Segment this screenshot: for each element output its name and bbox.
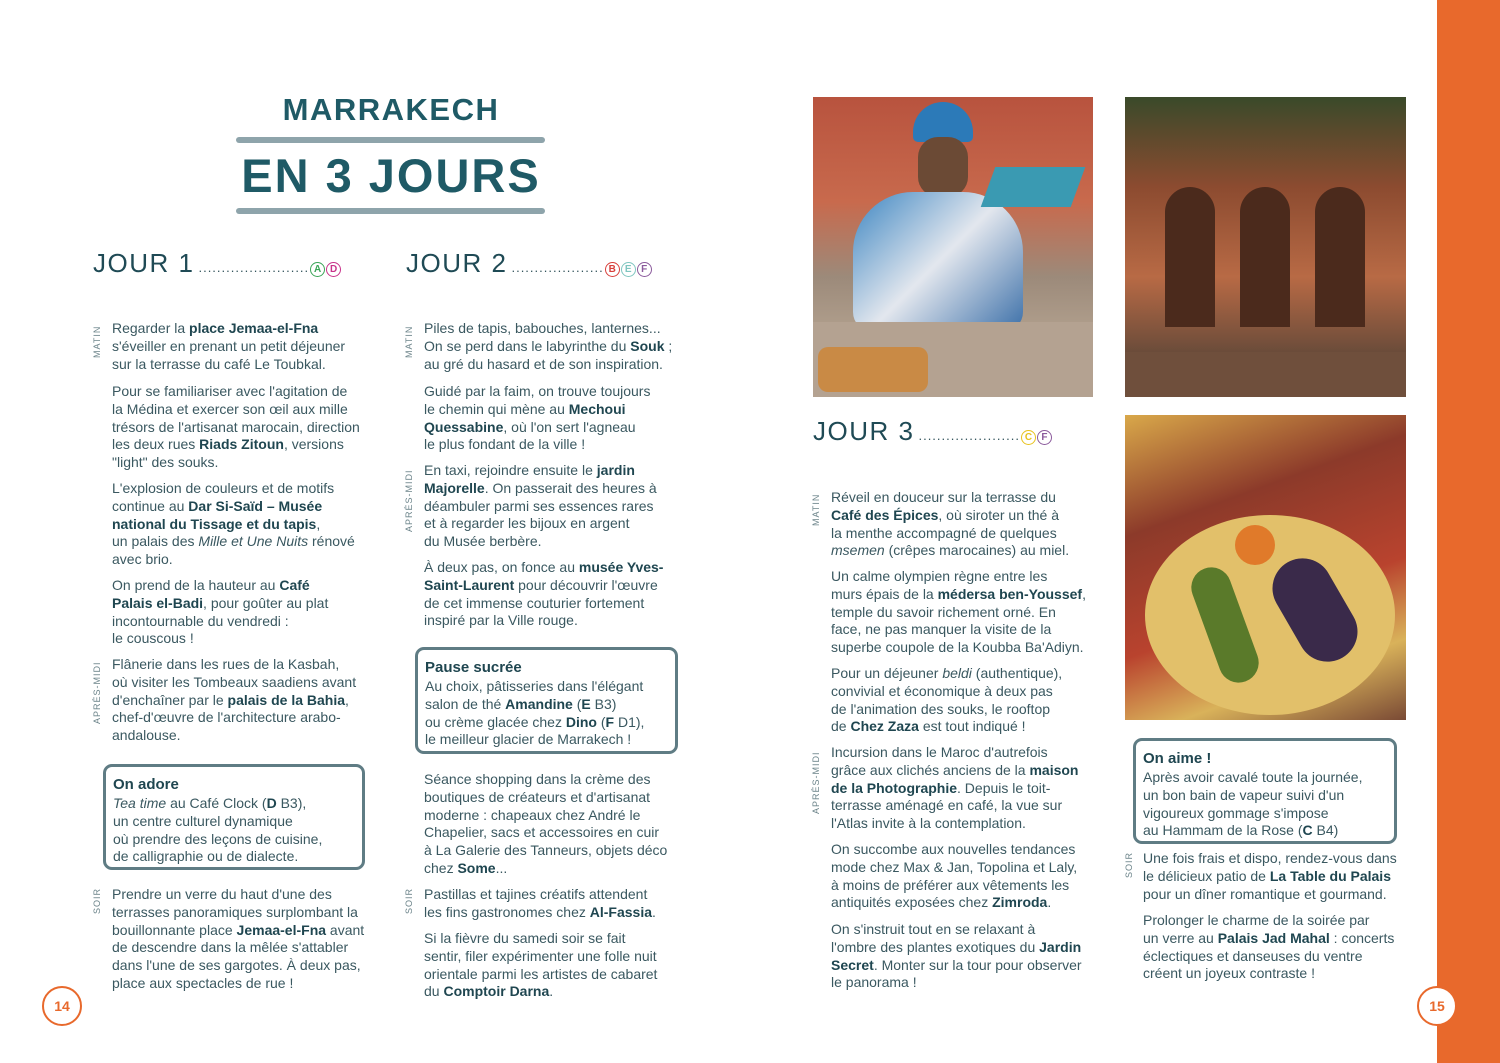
text-run: B3) ou crème glacée chez (425, 695, 617, 730)
map-marker-c-icon: C (1021, 430, 1036, 445)
paragraph (112, 886, 364, 993)
title-rule-bottom (236, 208, 545, 214)
place-name: Zimroda (992, 894, 1048, 911)
paragraph (831, 568, 1086, 657)
paragraph (831, 921, 1082, 992)
paragraph (112, 577, 328, 648)
text-run: (authentique), convivial et économique à deux pas de l'animation des souks, le rooftop de (831, 665, 1063, 735)
day-title: JOUR 3 (813, 416, 915, 446)
place-name: maison de la Photographie (831, 761, 1079, 796)
map-marker-a-icon: A (310, 262, 325, 277)
text-run: Incursion dans le Maroc d'autrefois grâce aux clichés anciens de la (831, 744, 1048, 778)
tip-box-heading: On adore (113, 776, 179, 793)
paragraph (112, 656, 356, 745)
text-run: Prolonger le charme de la soirée par un verre au (1143, 912, 1370, 946)
label-matin: MATIN (92, 325, 102, 358)
label-matin: MATIN (404, 325, 414, 358)
text-run: ; au gré du hasard et de son inspiration. (424, 337, 673, 372)
place-name: E (581, 695, 591, 712)
label-apres-midi: APRÈS-MIDI (811, 751, 821, 814)
place-name: médersa ben-Youssef (937, 585, 1083, 602)
text-run: L'explosion de couleurs et de motifs continue au (112, 480, 335, 514)
place-name: C (1302, 822, 1313, 839)
text-run: À deux pas, on fonce au (424, 559, 579, 575)
place-name: Chez Zaza (850, 718, 919, 735)
photo-riad-courtyard (1125, 97, 1406, 397)
photo-couscous-dish (1125, 415, 1406, 720)
text-run: On prend de la hauteur au (112, 577, 280, 593)
paragraph (424, 930, 657, 1001)
paragraph (424, 383, 650, 454)
text-run: s'éveiller en prenant un petit déjeuner sur la terrasse du café Le Toubkal. (112, 337, 346, 372)
text-run: . (549, 983, 554, 1000)
text-run: . On passerait des heures à déambuler parmi ses essences rares et à regarder les bijoux en argent du Musée berbère. (424, 479, 657, 550)
paragraph (831, 665, 1062, 736)
text-run: Regarder la (112, 320, 190, 336)
label-apres-midi: APRÈS-MIDI (92, 661, 102, 724)
text-run: Flânerie dans les rues de la Kasbah, où visiter les Tombeaux saadiens avant d'enchaîner par le (112, 656, 357, 708)
text-run: Pour un déjeuner (831, 665, 943, 681)
paragraph (424, 559, 663, 630)
label-soir: SOIR (92, 887, 102, 914)
paragraph (112, 480, 355, 569)
text-run: pour un dîner romantique et gourmand. (1143, 885, 1387, 902)
place-name: Comptoir Darna (443, 983, 550, 1000)
paragraph (112, 383, 360, 472)
text-run: D1), le meilleur glacier de Marrakech ! (425, 713, 645, 748)
text-run: pour découvrir l'œuvre de cet immense couturier fortement inspiré par la Ville rouge. (424, 576, 658, 629)
text-run: , un palais des (112, 515, 321, 550)
paragraph (1143, 850, 1397, 903)
text-run: Une fois frais et dispo, rendez-vous dans le délicieux patio de (1143, 850, 1397, 884)
italic-term: beldi (942, 665, 972, 681)
label-soir: SOIR (404, 887, 414, 914)
place-name: D (266, 795, 277, 811)
place-name: jardin Majorelle (424, 462, 635, 496)
text-run: . Depuis le toit- terrasse aménagé en café, la vue sur l'Atlas invite à la contemplation. (831, 779, 1063, 832)
day-1-heading (93, 248, 341, 279)
text-run: ( (596, 713, 606, 730)
text-run: Un calme olympien règne entre les murs épais de la (831, 568, 1048, 602)
text-run: En taxi, rejoindre ensuite le (424, 462, 597, 478)
label-matin: MATIN (811, 493, 821, 526)
italic-term: Mille et Une Nuits (198, 533, 309, 550)
place-name: Dino (565, 713, 597, 730)
tip-box-body (113, 795, 322, 866)
text-run: (crêpes marocaines) au miel. (884, 542, 1070, 559)
leader-dots: ...................... (918, 428, 1020, 443)
tip-box-body (425, 678, 644, 749)
place-name: Café Palais el-Badi (112, 577, 310, 611)
day-2-heading (406, 248, 652, 279)
map-marker-b-icon: B (605, 262, 620, 277)
place-name: Dar Si-Saïd – Musée national du Tissage et du tapis (112, 497, 323, 532)
place-name: Souk (630, 337, 665, 354)
paragraph (1143, 912, 1394, 983)
place-name: Jemaa-el-Fna (236, 921, 327, 938)
leader-dots: .................... (511, 260, 604, 275)
paragraph (831, 744, 1078, 833)
text-run: On s'instruit tout en se relaxant à l'ombre des plantes exotiques du (831, 921, 1036, 955)
tip-box-body (1143, 769, 1362, 840)
leader-dots: ........................ (198, 260, 310, 275)
text-run: : concerts éclectiques et danseuses du ventre créent un joyeux contraste ! (1143, 929, 1395, 982)
paragraph (831, 841, 1077, 912)
place-name: Café des Épices (831, 506, 939, 523)
photo-snake-charmer (813, 97, 1093, 397)
paragraph (831, 489, 1069, 560)
text-run: Si la fièvre du samedi soir se fait sentir, filer expérimenter une folle nuit orientale parmi les artistes de cabaret du (424, 930, 658, 1000)
tip-box-on-adore (103, 764, 365, 870)
text-run: Séance shopping dans la crème des boutiques de créateurs et d'artisanat moderne : chapeaux chez André le Chapelier, sacs et accessoires en cuir à La Galerie des Tanneurs, objets déco chez (424, 771, 668, 876)
page-number-left: 14 (42, 986, 82, 1026)
text-run: , versions "light" des souks. (112, 436, 344, 471)
text-run: Réveil en douceur sur la terrasse du (831, 489, 1056, 505)
italic-term: Tea time (113, 795, 167, 811)
text-run: . (1047, 894, 1052, 911)
tip-box-heading: On aime ! (1143, 750, 1212, 767)
place-name: musée Yves- Saint-Laurent (424, 559, 664, 593)
paragraph (424, 771, 667, 878)
place-name: La Table du Palais (1269, 867, 1391, 884)
tip-box-heading: Pause sucrée (425, 659, 522, 676)
title-city: MARRAKECH (282, 92, 500, 127)
tip-box-pause-sucree (415, 647, 678, 754)
text-run: avant de descendre dans la mêlée s'attabler dans l'une de ses gargotes. À deux pas, place aux spectacles de rue ! (112, 921, 365, 991)
text-run: Prendre un verre du haut d'une des terrasses panoramiques surplombant la bouillonnante place (112, 886, 358, 938)
label-apres-midi: APRÈS-MIDI (404, 469, 414, 532)
paragraph (424, 462, 657, 551)
text-run: est tout indiqué ! (918, 718, 1026, 735)
day-title: JOUR 2 (406, 248, 508, 278)
text-run: B3), un centre culturel dynamique où prendre des leçons de cuisine, de calligraphie ou de dialecte. (113, 795, 323, 865)
day-3-heading (813, 416, 1052, 447)
page-number-right: 15 (1417, 986, 1457, 1026)
text-run: rénové avec brio. (112, 533, 355, 568)
label-soir: SOIR (1124, 851, 1134, 878)
text-run: Piles de tapis, babouches, lanternes... On se perd dans le labyrinthe du (424, 320, 661, 354)
map-marker-e-icon: E (621, 262, 636, 277)
italic-term: msemen (831, 542, 885, 559)
text-run: Après avoir cavalé toute la journée, un bon bain de vapeur suivi d'un vigoureux gommage s'impose au Hammam de la Rose ( (1143, 769, 1363, 839)
place-name: Some (457, 859, 496, 876)
map-marker-d-icon: D (326, 262, 341, 277)
text-run: B4) (1312, 822, 1339, 839)
place-name: Mechoui Quessabine (424, 400, 626, 435)
place-name: Amandine (505, 695, 573, 712)
place-name: palais de la Bahia (227, 691, 346, 708)
place-name: Al-Fassia (589, 903, 652, 920)
text-run: au Café Clock ( (166, 795, 267, 811)
text-run: . (652, 903, 656, 920)
paragraph (112, 320, 345, 373)
place-name: Jardin Secret (831, 938, 1082, 973)
paragraph (424, 320, 672, 373)
text-run: , temple du savoir richement orné. En face, ne pas manquer la visite de la superbe coupole de la Koubba Ba'Adiyn. (831, 585, 1086, 656)
text-run: ... (495, 859, 508, 876)
text-run: , pour goûter au plat incontournable du vendredi : le couscous ! (112, 594, 329, 647)
orange-edge-strip (1437, 0, 1500, 1063)
text-run: Guidé par la faim, on trouve toujours le chemin qui mène au (424, 383, 651, 417)
text-run: Pour se familiariser avec l'agitation de la Médina et exercer son œil aux mille trésors de l'artisanat marocain, direction les deux rues (112, 383, 360, 453)
place-name: place Jemaa-el-Fna (189, 320, 319, 336)
text-run: ( (572, 695, 582, 712)
tip-box-on-aime (1133, 738, 1397, 844)
text-run: Au choix, pâtisseries dans l'élégant salon de thé (425, 678, 644, 712)
text-run: , où l'on sert l'agneau le plus fondant de la ville ! (424, 418, 636, 453)
text-run: , chef-d'œuvre de l'architecture arabo- andalouse. (112, 691, 349, 744)
text-run: . Monter sur la tour pour observer le panorama ! (831, 956, 1082, 991)
text-run: Pastillas et tajines créatifs attendent les fins gastronomes chez (424, 886, 648, 920)
title-main: EN 3 JOURS (241, 149, 541, 202)
text-run: , où siroter un thé à la menthe accompagné de quelques (831, 506, 1060, 541)
title-rule-top (236, 137, 545, 143)
paragraph (424, 886, 656, 922)
map-marker-f-icon: F (1037, 430, 1052, 445)
place-name: Riads Zitoun (199, 436, 284, 453)
place-name: Palais Jad Mahal (1217, 929, 1330, 946)
map-marker-f-icon: F (637, 262, 652, 277)
text-run: On succombe aux nouvelles tendances mode chez Max & Jan, Topolina et Laly, à moins de préférer aux vêtements les antiquités exposées chez (831, 841, 1078, 911)
place-name: F (605, 713, 615, 730)
day-title: JOUR 1 (93, 248, 195, 278)
